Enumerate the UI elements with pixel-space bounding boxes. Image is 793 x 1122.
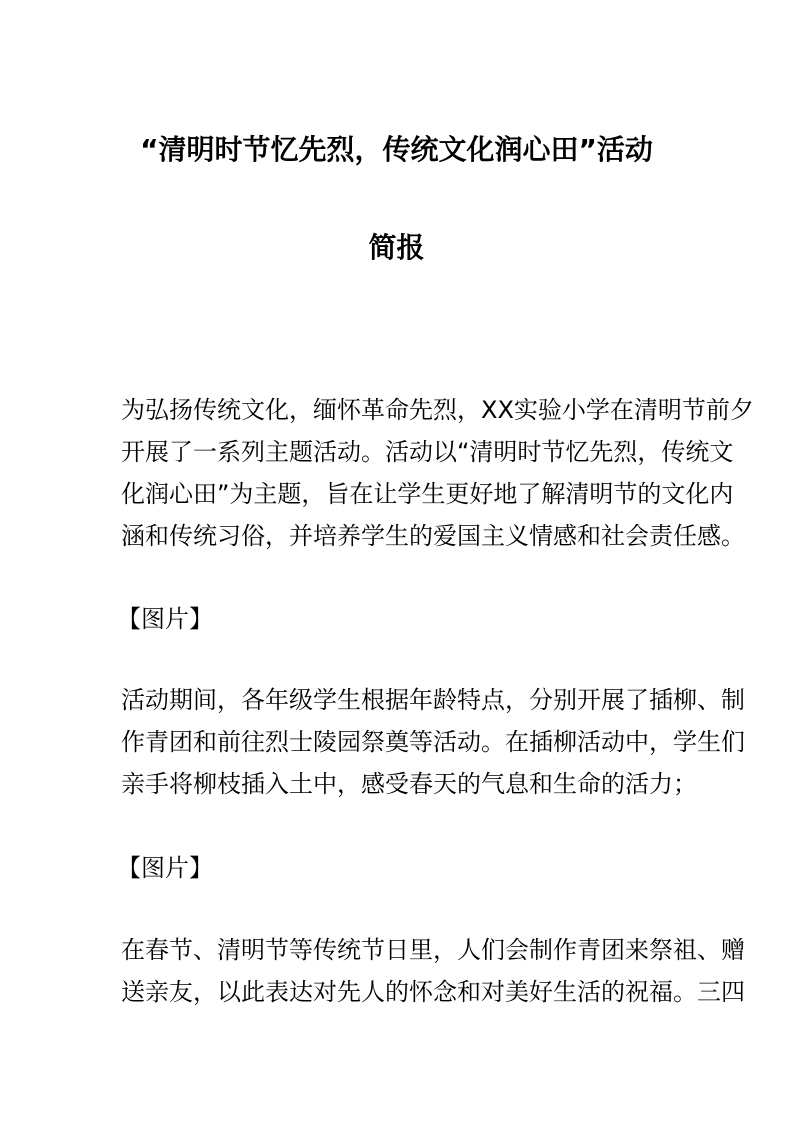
text-line: 在春节、清明节等传统节日里，人们会制作青团来祭祖、赠 bbox=[121, 936, 745, 964]
text-line: 亲手将柳枝插入土中，感受春天的气息和生命的活力； bbox=[121, 770, 697, 798]
text-line: 作青团和前往烈士陵园祭奠等活动。在插柳活动中，学生们 bbox=[121, 728, 745, 756]
image-placeholder: 【图片】 bbox=[117, 854, 213, 882]
document-title-line-2: 简报 bbox=[368, 231, 425, 264]
text-line: 涵和传统习俗，并培养学生的爱国主义情感和社会责任感。 bbox=[121, 522, 745, 550]
text-line: 送亲友，以此表达对先人的怀念和对美好生活的祝福。三四 bbox=[121, 978, 745, 1006]
image-placeholder: 【图片】 bbox=[117, 605, 213, 633]
text-line: 活动期间，各年级学生根据年龄特点，分别开展了插柳、制 bbox=[121, 686, 745, 714]
text-line: 为弘扬传统文化，缅怀革命先烈，XX实验小学在清明节前夕 bbox=[121, 396, 754, 424]
document-title-line-1: “清明时节忆先烈，传统文化润心田”活动 bbox=[140, 133, 653, 166]
text-line: 开展了一系列主题活动。活动以“清明时节忆先烈，传统文 bbox=[121, 438, 734, 466]
text-line: 化润心田”为主题，旨在让学生更好地了解清明节的文化内 bbox=[121, 480, 734, 508]
